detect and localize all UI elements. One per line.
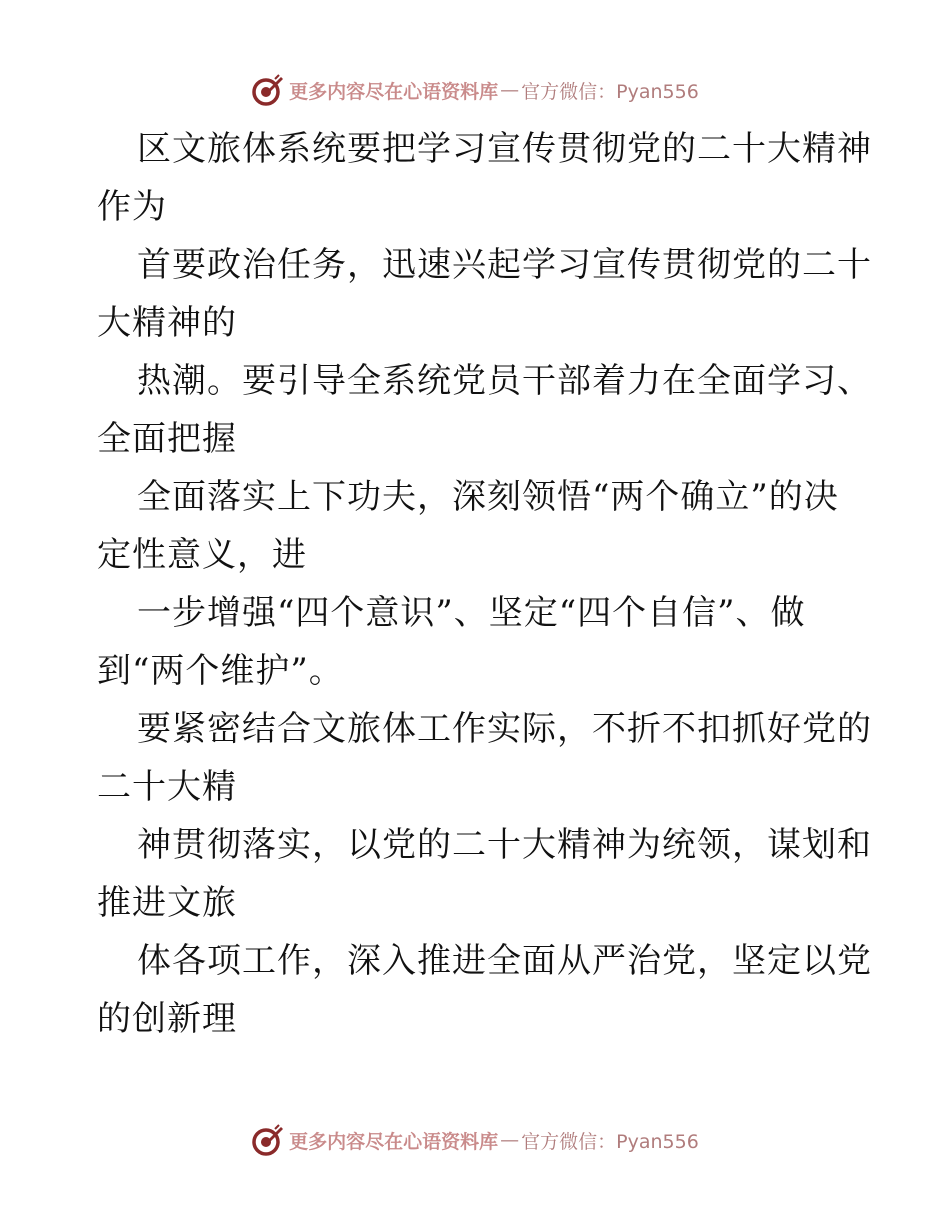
body-line: 推进文旅: [97, 883, 237, 923]
footer-site-name: 更多内容尽在心语资料库: [289, 1130, 499, 1153]
body-line: 热潮。要引导全系统党员干部着力在全面学习、: [137, 361, 872, 401]
body-line: 大精神的: [97, 303, 237, 343]
body-line: 体各项工作，深入推进全面从严治党，坚定以党: [137, 941, 872, 981]
header-separator: —: [500, 79, 520, 101]
body-line: 区文旅体系统要把学习宣传贯彻党的二十大精神: [137, 129, 872, 169]
body-line: 神贯彻落实，以党的二十大精神为统领，谋划和: [137, 825, 872, 865]
body-line: 一步增强“四个意识”、坚定“四个自信”、做: [137, 593, 806, 633]
pen-logo-icon: [251, 73, 285, 107]
body-line: 的创新理: [97, 999, 237, 1039]
header-wechat: 官方微信：Pyan556: [521, 80, 699, 103]
body-line: 作为: [97, 187, 167, 227]
footer-wechat: 官方微信：Pyan556: [521, 1130, 699, 1153]
body-line: 要紧密结合文旅体工作实际，不折不扣抓好党的: [137, 709, 872, 749]
footer-separator: —: [500, 1129, 520, 1151]
body-line: 定性意义，进: [97, 535, 307, 575]
body-line: 二十大精: [97, 767, 237, 807]
header-site-name: 更多内容尽在心语资料库: [289, 80, 499, 103]
footer-banner: [0, 1120, 950, 1160]
body-line: 首要政治任务，迅速兴起学习宣传贯彻党的二十: [137, 245, 872, 285]
header-banner: [0, 70, 950, 110]
body-line: 全面落实上下功夫，深刻领悟“两个确立”的决: [137, 477, 839, 517]
body-line: 到“两个维护”。: [97, 651, 344, 691]
body-line: 全面把握: [97, 419, 237, 459]
pen-logo-icon: [251, 1123, 285, 1157]
document-body: [97, 120, 872, 1048]
